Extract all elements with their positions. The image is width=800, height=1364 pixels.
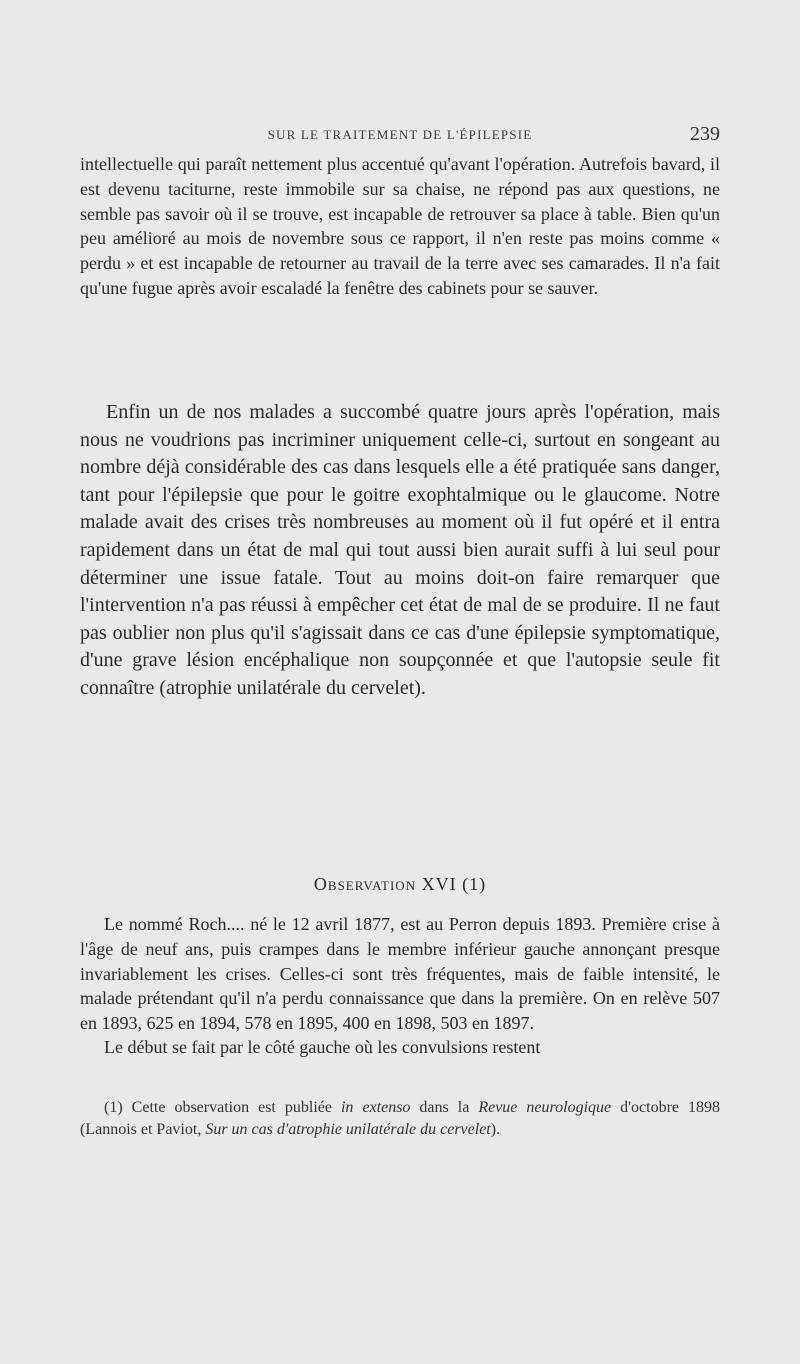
paragraph-4-text: Le début se fait par le côté gauche où les convulsions restent [104, 1037, 541, 1057]
footnote [80, 1097, 720, 1141]
footnote-text [80, 1097, 720, 1141]
observation-title: Observation XVI (1) [313, 874, 487, 894]
paragraph-3 [80, 912, 720, 1036]
footnote-part: d'octobre 1898 (Lannois et Paviot, [80, 1099, 721, 1138]
running-title: SUR LE TRAITEMENT DE L'ÉPILEPSIE [267, 127, 533, 142]
footnote-part: (1) Cette observation est publiée [104, 1099, 341, 1116]
footnote-journal: Revue neurologique [478, 1099, 612, 1116]
footnote-italic: in extenso [340, 1099, 411, 1116]
footnote-part: dans la [410, 1099, 479, 1116]
paragraph-4 [80, 1035, 720, 1060]
paragraph-1 [80, 152, 720, 301]
paragraph-3-text: Le nommé Roch.... né le 12 avril 1877, est au Perron depuis 1893. Première crise à l'âge de neuf ans, puis crampes dans le membre inférieur gauche annonçant presque invariablement les crises. Celles-ci sont très fréquentes, mais de faible intensité, le malade prétendant qu'il n'a perdu connaissance que dans la première. On en relève 507 en 1893, 625 en 1894, 578 en 1895, 400 en 1898, 503 en 1897. [80, 914, 720, 1034]
paragraph-1-text: intellectuelle qui paraît nettement plus accentué qu'avant l'opération. Autrefois bavard, il est devenu taciturne, reste immobile sur sa chaise, ne répond pas aux questions, ne semble pas savoir où il se trouve, est incapable de retrouver sa place à table. Bien qu'un peu amélioré au mois de novembre sous ce rapport, il n'en reste pas moins comme « perdu » et est incapable de retourner au travail de la terre avec ses camarades. Il n'a fait qu'une fugue après avoir escaladé la fenêtre des cabinets pour se sauver. [80, 154, 720, 298]
footnote-article-title: Sur un cas d'atrophie unilatérale du cervelet [205, 1121, 491, 1138]
paragraph-2-text: Enfin un de nos malades a succombé quatre jours après l'opération, mais nous ne voudrions pas incriminer uniquement celle-ci, surtout en songeant au nombre déjà considérable des cas dans lesquels elle a été pratiquée sans danger, tant pour l'épilepsie que pour le goitre exophtalmique ou le glaucome. Notre malade avait des crises très nombreuses au moment où il fut opéré et il entra rapidement dans un état de mal qui tout aussi bien aurait suffi à lui seul pour déterminer une issue fatale. Tout au moins doit-on faire remarquer que l'intervention n'a pas réussi à empêcher cet état de mal de se produire. Il ne faut pas oublier non plus qu'il s'agissait dans ce cas d'une épilepsie symptomatique, d'une grave lésion encéphalique non soupçonnée et que l'autopsie seule fit connaître (atrophie unilatérale du cervelet). [80, 401, 720, 699]
page-number: 239 [690, 123, 720, 145]
page-header [80, 123, 720, 149]
paragraph-2 [80, 399, 720, 703]
footnote-part: ). [490, 1121, 501, 1138]
